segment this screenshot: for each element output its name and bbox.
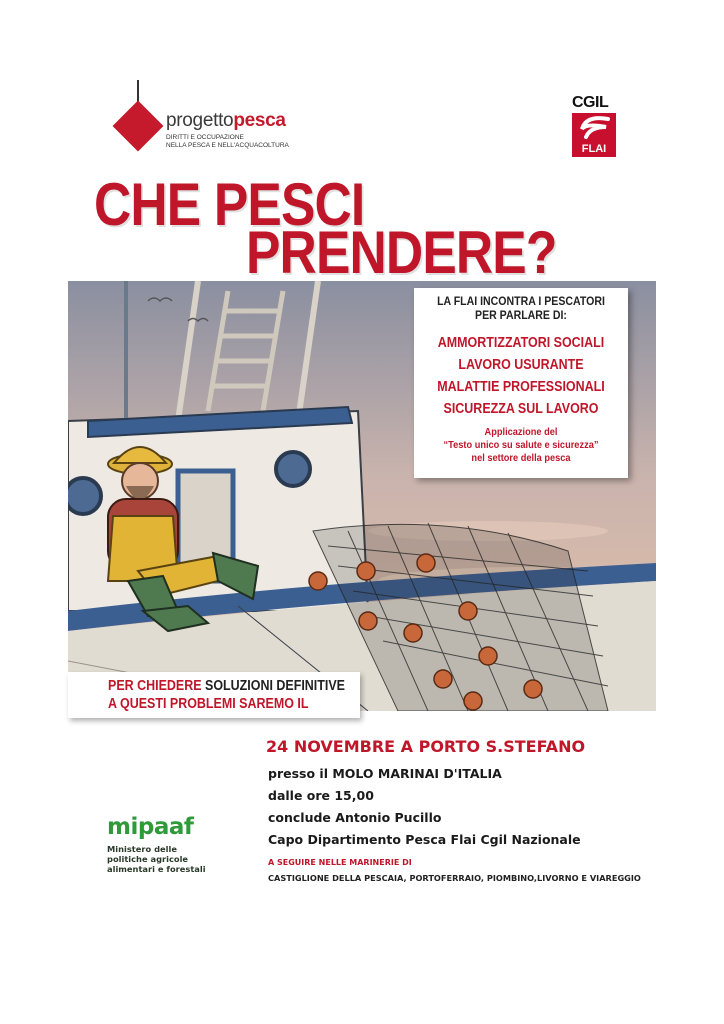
banner-part-2: SOLUZIONI DEFINITIVE [205,678,345,694]
topic-item: SICUREZZA SUL LAVORO [443,401,599,417]
banner-line-2: A QUESTI PROBLEMI SAREMO IL [108,696,309,712]
topics-intro: LA FLAI INCONTRA I PESCATORI PER PARLARE DI: [437,294,605,322]
topics-box [414,288,628,478]
topic-item: MALATTIE PROFESSIONALI [437,379,605,395]
follow-up-title: A SEGUIRE NELLE MARINERIE DI [268,858,412,867]
flai-label: FLAI [581,143,607,155]
flai-badge [572,113,616,157]
cgil-wordmark: CGIL [572,94,609,111]
topic-item: LAVORO USURANTE [458,357,584,373]
call-to-action-banner [68,672,360,718]
flai-swoosh-icon [572,113,616,143]
cgil-flai-logo [572,95,618,157]
fish-hook-icon [110,78,170,158]
event-date-place: 24 NOVEMBRE A PORTO S.STEFANO [266,737,586,756]
mipaaf-subtitle: Ministero delle politiche agricole alimentari e forestali [107,844,206,874]
event-speaker-role: Capo Dipartimento Pesca Flai Cgil Nazionale [268,832,581,847]
mipaaf-logo [107,813,227,874]
topic-item: AMMORTIZZATORI SOCIALI [437,335,605,351]
topics-list [414,332,628,420]
title-line-2: PRENDERE? [246,219,557,286]
banner-part-1: PER CHIEDERE [108,678,206,694]
progetto-pesca-subtitle: DIRITTI E OCCUPAZIONE NELLA PESCA E NELL'ACQUACOLTURA [166,134,289,149]
progetto-pesca-name: progettopesca [166,110,286,131]
progetto-pesca-logo [110,78,310,158]
follow-up-places: CASTIGLIONE DELLA PESCAIA, PORTOFERRAIO, PIOMBINO,LIVORNO E VIAREGGIO [268,873,641,883]
topics-note: Applicazione del “Testo unico su salute e sicurezza” nel settore della pesca [443,426,599,464]
title-line-1: CHE PESCI [94,171,365,238]
event-time: dalle ore 15,00 [268,788,374,803]
event-closing: conclude Antonio Pucillo [268,810,442,825]
mipaaf-wordmark: mipaaf [107,814,194,840]
event-location: presso il MOLO MARINAI D'ITALIA [268,766,502,781]
